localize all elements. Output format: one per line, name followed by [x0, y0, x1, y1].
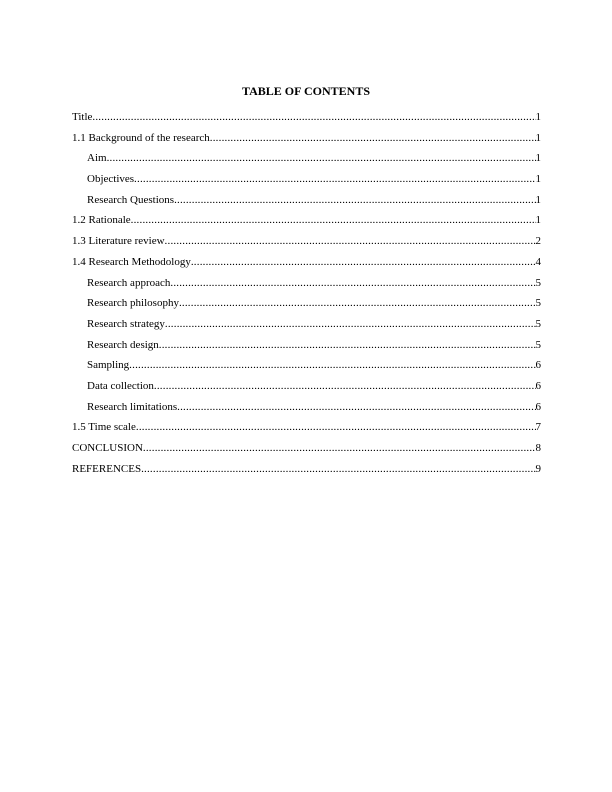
toc-entry-page-number: 6 [535, 359, 541, 372]
toc-entry[interactable] [72, 255, 541, 276]
toc-entry[interactable] [72, 420, 541, 441]
toc-dot-leader [131, 213, 536, 227]
toc-entry-page-number: 4 [535, 255, 541, 268]
toc-dot-leader [210, 131, 536, 145]
toc-entry-page-number: 5 [535, 317, 541, 330]
toc-dot-leader [165, 317, 536, 331]
toc-entry-label: REFERENCES [72, 462, 142, 475]
toc-entry[interactable] [72, 358, 541, 379]
toc-dot-leader [136, 420, 536, 434]
toc-dot-leader [177, 400, 535, 414]
toc-entry[interactable] [72, 441, 541, 462]
toc-dot-leader [170, 276, 535, 290]
toc-entry[interactable] [72, 234, 541, 255]
toc-entry-label: Sampling [87, 359, 130, 372]
toc-entry-label: Data collection [87, 379, 154, 392]
toc-dot-leader [141, 462, 535, 476]
toc-entry-label: Research approach [87, 276, 171, 289]
toc-entry[interactable] [72, 110, 541, 131]
toc-entry-page-number: 1 [535, 131, 541, 144]
toc-entry[interactable] [72, 193, 541, 214]
toc-entry-label: Research limitations [87, 400, 178, 413]
toc-entry-label: 1.3 Literature review [72, 235, 165, 248]
toc-entry-page-number: 1 [535, 111, 541, 123]
toc-entry[interactable] [72, 400, 541, 421]
toc-entry-label: Research strategy [87, 317, 165, 330]
toc-dot-leader [129, 358, 535, 372]
toc-entry[interactable] [72, 131, 541, 152]
toc-entry[interactable] [72, 172, 541, 193]
toc-dot-leader [179, 296, 536, 310]
toc-entry-page-number: 5 [535, 276, 541, 289]
toc-entry[interactable] [72, 317, 541, 338]
toc-entry-label: 1.1 Background of the research [72, 131, 210, 144]
toc-entry[interactable] [72, 151, 541, 172]
toc-entry-label: CONCLUSION [72, 442, 143, 454]
toc-dot-leader [92, 110, 535, 124]
toc-entry-page-number: 1 [535, 193, 541, 206]
toc-entry-label: 1.5 Time scale [72, 421, 136, 434]
toc-entry-label: 1.2 Rationale [72, 214, 131, 227]
toc-entry[interactable] [72, 462, 541, 483]
toc-heading: TABLE OF CONTENTS [241, 84, 371, 98]
toc-list [72, 110, 541, 482]
toc-entry-page-number: 5 [535, 338, 541, 351]
toc-entry[interactable] [72, 338, 541, 359]
toc-entry-page-number: 7 [535, 421, 541, 434]
toc-dot-leader [165, 234, 536, 248]
toc-entry-label: Title [72, 111, 93, 123]
toc-entry[interactable] [72, 379, 541, 400]
toc-entry-label: Objectives [87, 173, 135, 186]
toc-entry-page-number: 6 [535, 379, 541, 392]
toc-entry[interactable] [72, 276, 541, 297]
toc-entry-label: Research design [87, 338, 159, 351]
toc-entry-label: Research philosophy [87, 297, 179, 310]
toc-entry-page-number: 1 [535, 214, 541, 227]
toc-entry-page-number: 6 [535, 400, 541, 413]
toc-dot-leader [159, 338, 536, 352]
toc-entry-page-number: 8 [535, 442, 541, 454]
toc-entry-page-number: 5 [535, 297, 541, 310]
toc-entry-page-number: 1 [535, 152, 541, 165]
toc-dot-leader [134, 172, 535, 186]
toc-dot-leader [154, 379, 536, 393]
toc-dot-leader [174, 193, 535, 207]
toc-dot-leader [107, 151, 536, 165]
toc-entry-label: Aim [87, 152, 107, 165]
toc-entry-label: 1.4 Research Methodology [72, 255, 191, 268]
toc-entry-label: Research Questions [87, 193, 175, 206]
toc-entry-page-number: 9 [535, 462, 541, 475]
toc-entry[interactable] [72, 213, 541, 234]
toc-entry-page-number: 2 [535, 235, 541, 248]
toc-entry[interactable] [72, 296, 541, 317]
toc-dot-leader [191, 255, 536, 269]
toc-dot-leader [143, 441, 536, 455]
toc-entry-page-number: 1 [535, 173, 541, 186]
